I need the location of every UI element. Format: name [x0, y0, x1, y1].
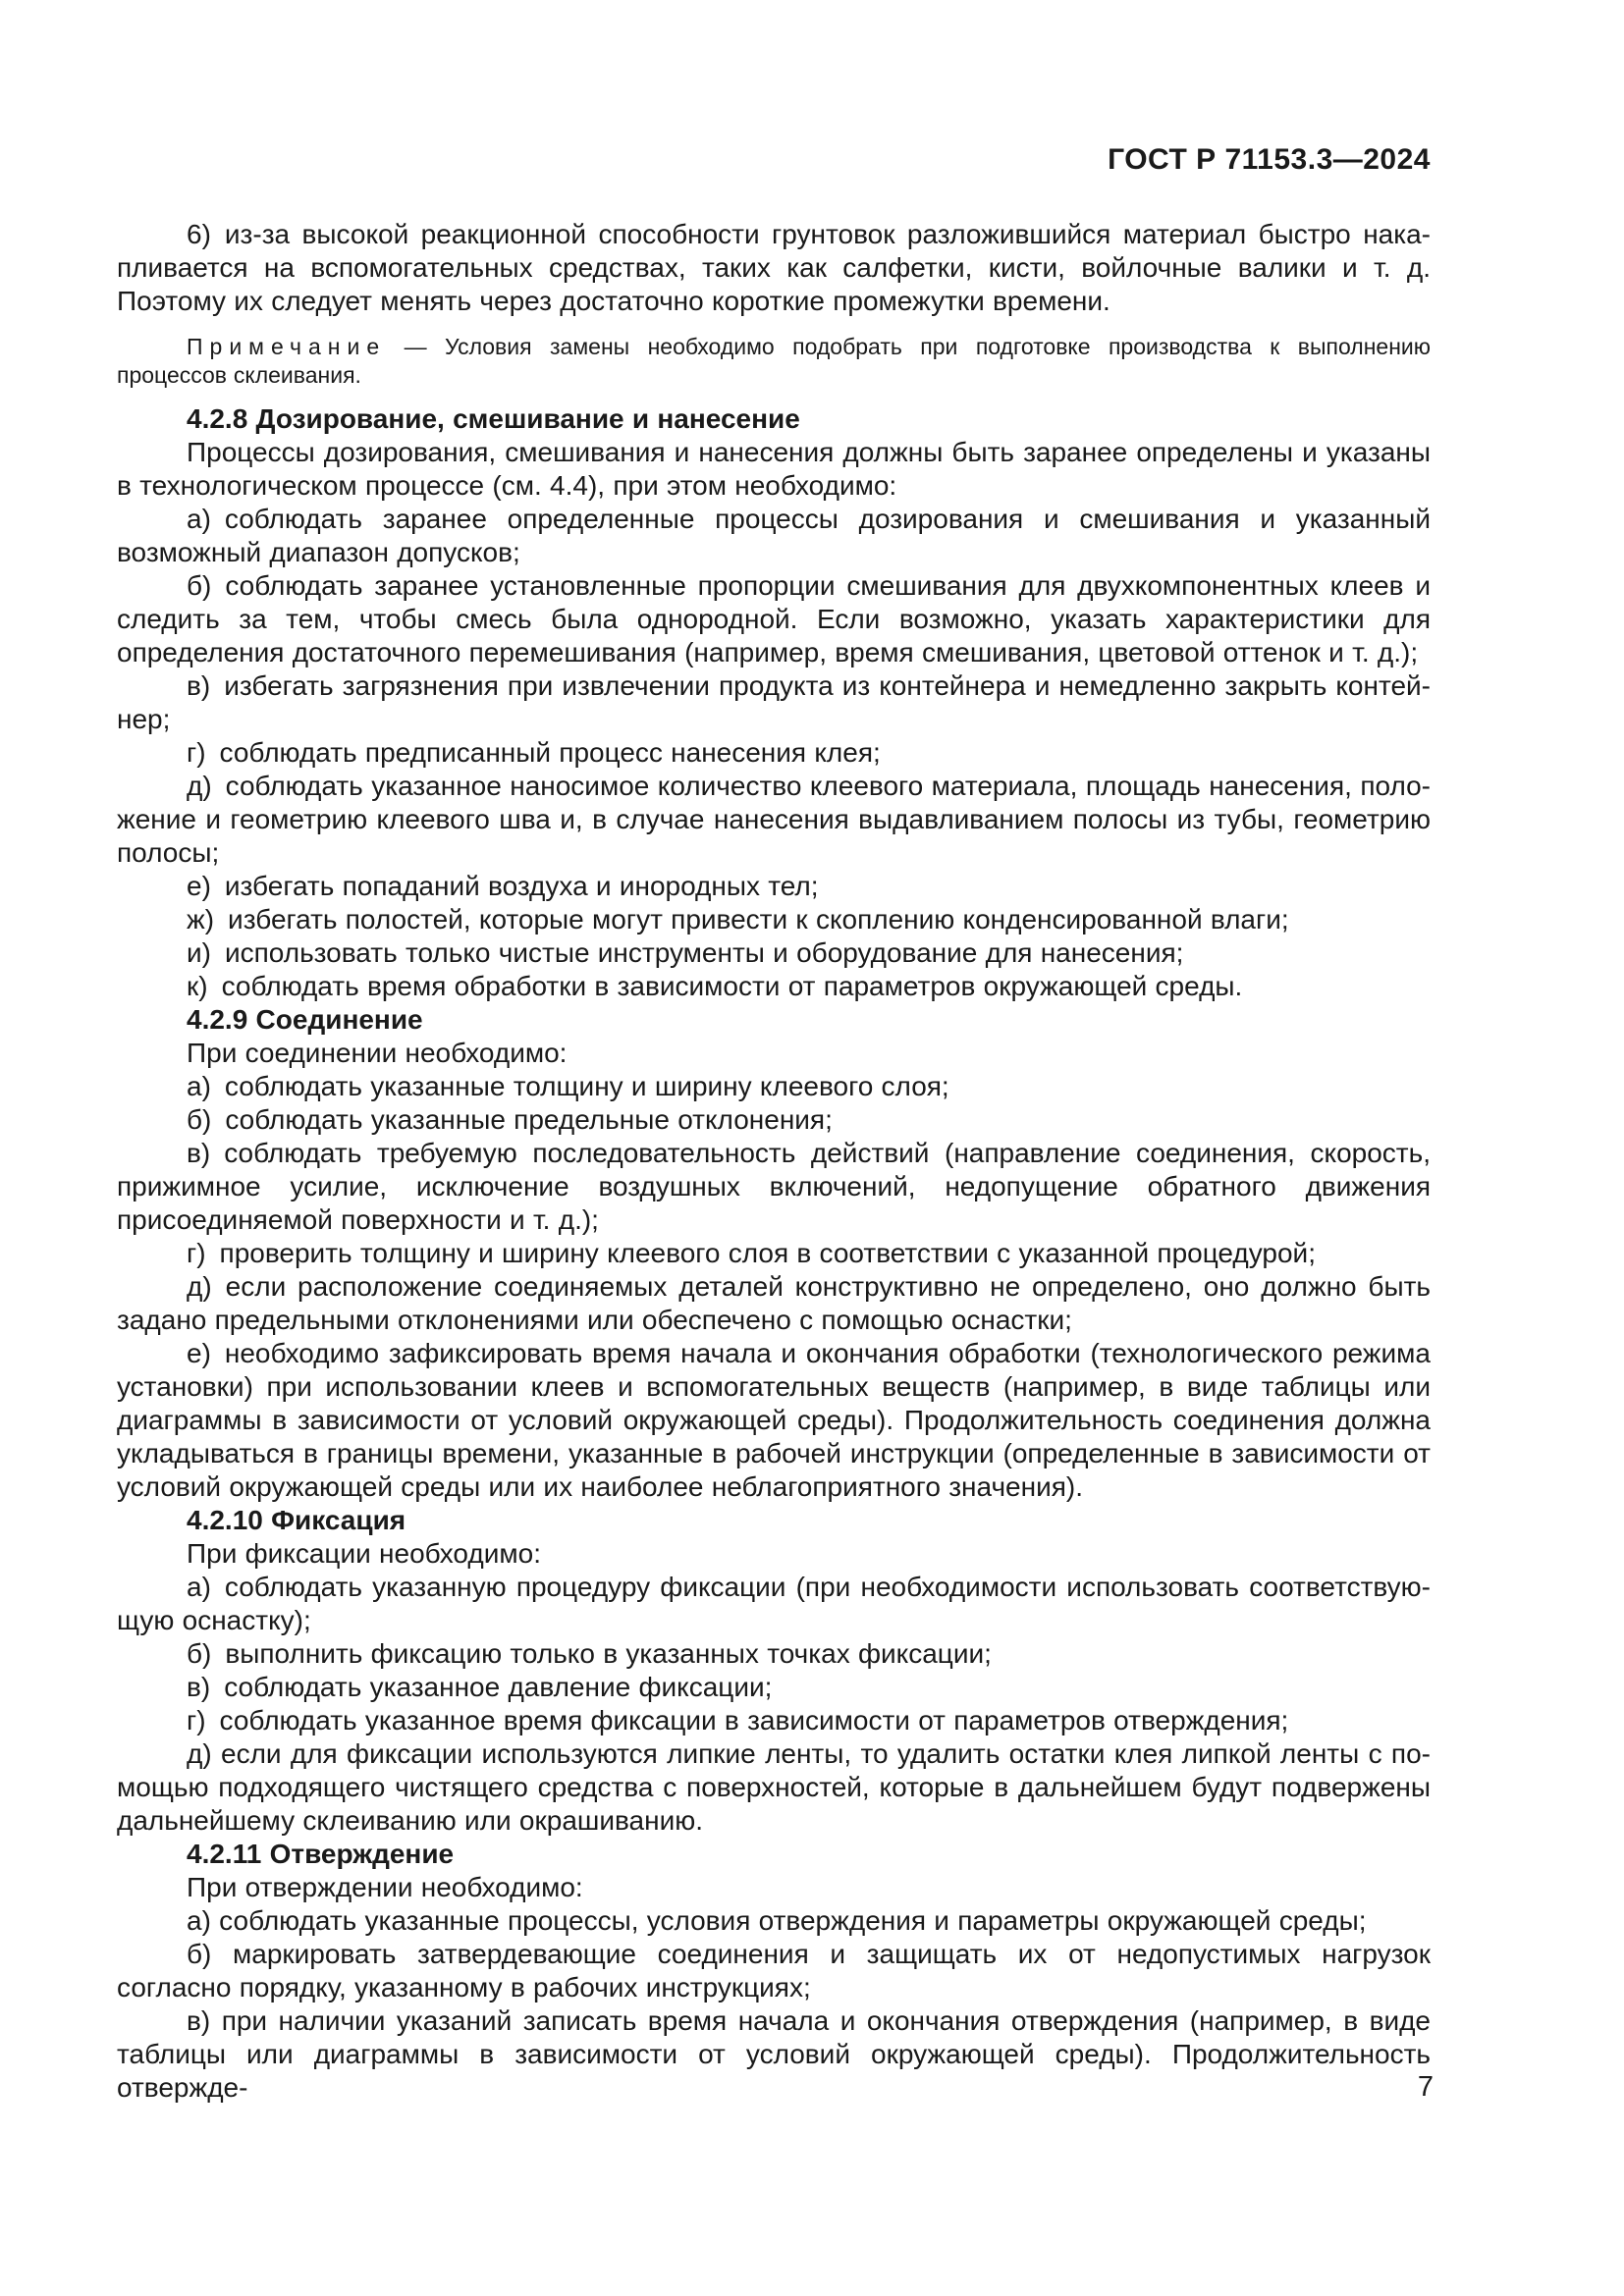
paragraph: Процессы дозирования, смешивания и нанесения должны быть заранее определены и указаны в технологическом процессе (см. 4.4), при этом необходимо: [117, 437, 1431, 501]
paragraph: в) избегать загрязнения при извлечении продукта из контейнера и немедленно закрыть контейнер; [117, 670, 1431, 734]
section-heading: 4.2.11 Отверждение [187, 1839, 455, 1869]
note-label: Примечание [187, 334, 387, 359]
paragraph: д) соблюдать указанное наносимое количество клеевого материала, площадь нанесения, положение и геометрию клеевого шва и, в случае нанесения выдавливанием полосы из тубы, геометрию полосы; [117, 771, 1431, 868]
paragraph: г) соблюдать указанное время фиксации в зависимости от параметров отверждения; [187, 1705, 1289, 1735]
section-heading: 4.2.8 Дозирование, смешивание и нанесение [187, 403, 800, 434]
paragraph: в) соблюдать требуемую последовательность действий (направление соединения, скорость, прижимное усилие, исключение воздушных включений, недопущение обратного движения присоединяемой поверхности и т. д.); [117, 1138, 1431, 1235]
paragraph: г) соблюдать предписанный процесс нанесения клея; [187, 737, 881, 768]
paragraph: и) использовать только чистые инструменты и оборудование для нанесения; [187, 937, 1184, 968]
paragraph: а) соблюдать указанные толщину и ширину клеевого слоя; [187, 1071, 949, 1101]
page-number: 7 [1417, 2071, 1434, 2103]
paragraph: При соединении необходимо: [187, 1038, 568, 1068]
paragraph: к) соблюдать время обработки в зависимости от параметров окружающей среды. [187, 971, 1243, 1001]
paragraph: е) избегать попаданий воздуха и инородных тел; [187, 871, 819, 901]
paragraph: ж) избегать полостей, которые могут привести к скоплению конденсированной влаги; [187, 904, 1289, 934]
section-heading: 4.2.9 Соединение [187, 1004, 423, 1035]
paragraph: д) если для фиксации используются липкие ленты, то удалить остатки клея липкой ленты с помощью подходящего чистящего средства с поверхностей, которые в дальнейшем будут подвержены дальнейшему склеиванию или окрашиванию. [117, 1738, 1431, 1836]
paragraph: При отверждении необходимо: [187, 1872, 583, 1902]
paragraph: б) соблюдать заранее установленные пропорции смешивания для двухкомпонентных клеев и следить за тем, чтобы смесь была однородной. Если возможно, указать характеристики для определения достаточного перемешивания (например, время смешивания, цветовой оттенок и т. д.); [117, 570, 1431, 667]
paragraph: а) соблюдать указанную процедуру фиксации (при необходимости использовать соответствующую оснастку); [117, 1572, 1431, 1635]
paragraph: 6) из-за высокой реакционной способности грунтовок разложившийся материал быстро накапливается на вспомогательных средствах, таких как салфетки, кисти, войлочные валики и т. д. Поэтому их следует менять через достаточно короткие промежутки времени. [117, 219, 1431, 316]
paragraph: При фиксации необходимо: [187, 1538, 541, 1569]
paragraph: г) проверить толщину и ширину клеевого слоя в соответствии с указанной процедурой; [187, 1238, 1316, 1268]
paragraph: б) выполнить фиксацию только в указанных точках фиксации; [187, 1638, 992, 1669]
paragraph: е) необходимо зафиксировать время начала и окончания обработки (технологического режима установки) при использовании клеев и вспомогательных веществ (например, в виде таблицы или диаграммы в зависимости от условий окружающей среды). Продолжительность соединения должна укладываться в границы времени, указанные в рабочей инструкции (определенные в зависимости от условий окружающей среды или их наиболее неблагоприятного значения). [117, 1338, 1431, 1502]
section-heading: 4.2.10 Фиксация [187, 1505, 406, 1535]
paragraph: в) соблюдать указанное давление фиксации; [187, 1672, 773, 1702]
paragraph: а) соблюдать указанные процессы, условия отверждения и параметры окружающей среды; [187, 1905, 1367, 1936]
paragraph: б) маркировать затвердевающие соединения и защищать их от недопустимых нагрузок согласно порядку, указанному в рабочих инструкциях; [117, 1939, 1431, 2002]
document-content [117, 218, 1431, 2105]
paragraph: б) соблюдать указанные предельные отклонения; [187, 1104, 833, 1135]
note-paragraph: Примечание — Условия замены необходимо подобрать при подготовке производства к выполнению процессов склеивания. [117, 334, 1431, 388]
paragraph: а) соблюдать заранее определенные процессы дозирования и смешивания и указанный возможный диапазон допусков; [117, 504, 1431, 567]
paragraph: в) при наличии указаний записать время начала и окончания отверждения (например, в виде таблицы или диаграммы в зависимости от условий окружающей среды). Продолжительность отвержде- [117, 2005, 1431, 2103]
paragraph: д) если расположение соединяемых деталей конструктивно не определено, оно должно быть задано предельными отклонениями или обеспечено с помощью оснастки; [117, 1271, 1431, 1335]
doc-number-header: ГОСТ Р 71153.3—2024 [1108, 143, 1431, 176]
